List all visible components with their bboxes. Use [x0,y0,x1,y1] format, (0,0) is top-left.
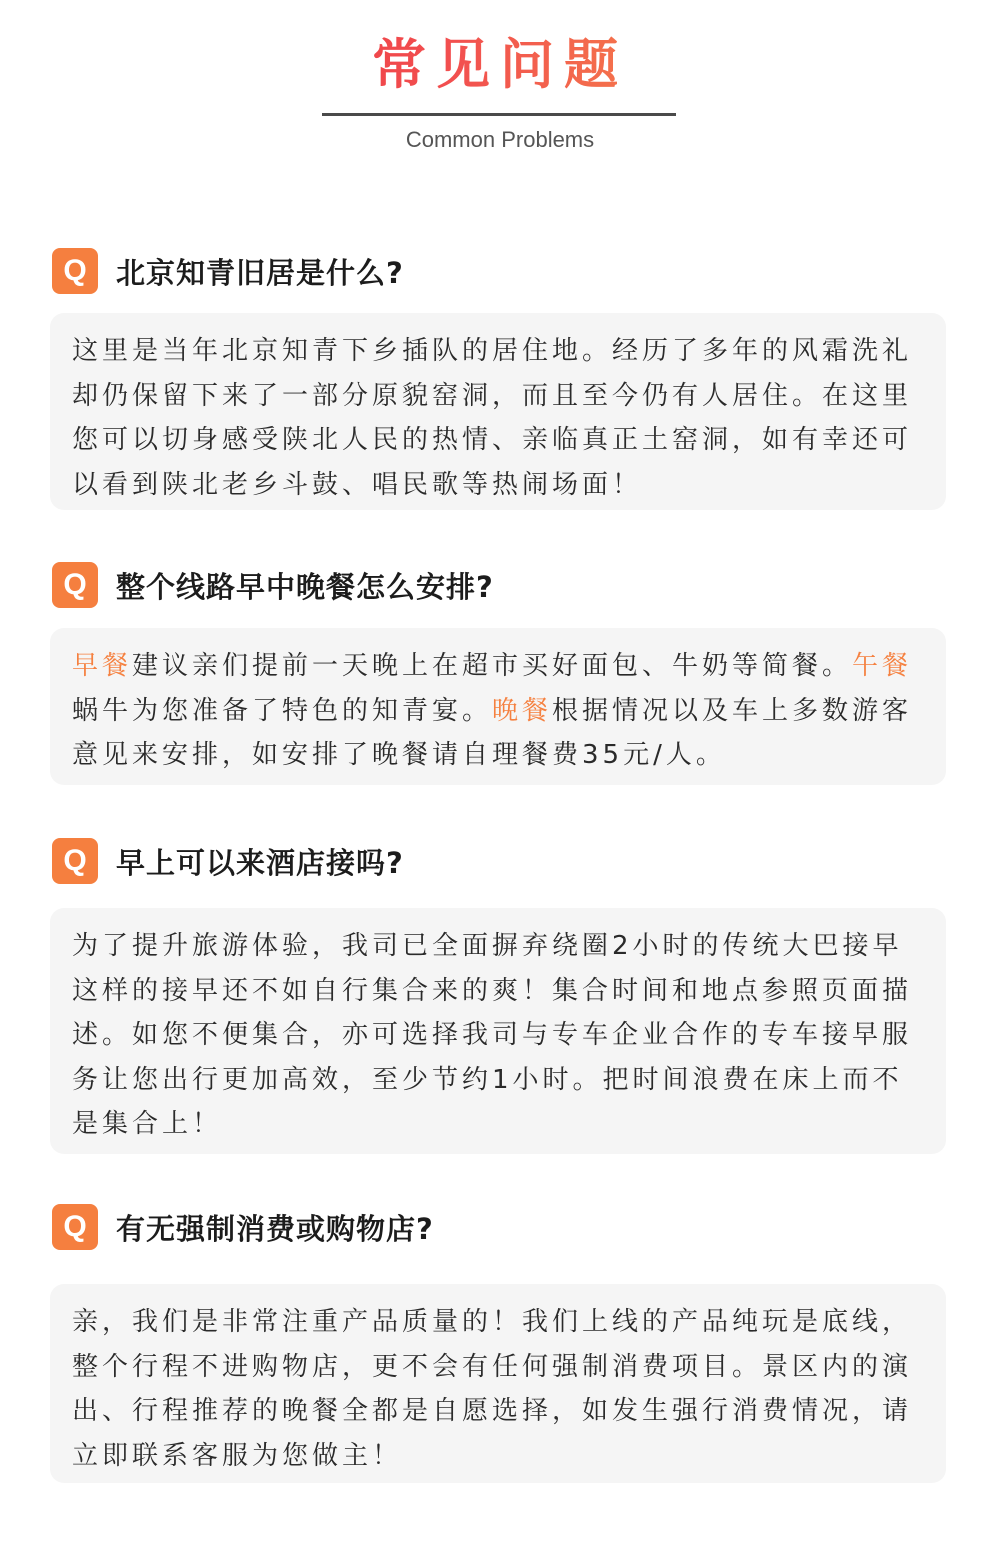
q-badge-letter: Q [63,254,87,287]
faq-answer-3 [50,908,946,1154]
faq-question-3 [52,837,404,885]
faq-question-2 [52,561,494,609]
q-badge-icon [52,248,98,294]
answer-line [72,644,924,689]
page-title: 常见问题 [0,30,1000,100]
q-badge-icon [52,838,98,884]
answer-line [72,689,924,734]
page-header [0,0,1000,170]
question-text: 整个线路早中晚餐怎么安排? [116,569,494,604]
dinner-label: 晚餐 [492,695,553,726]
q-badge-letter: Q [63,1210,87,1243]
answer-line: 是集合上！ [72,1109,223,1139]
answer-line: 务让您出行更加高效，至少节约1小时。把时间浪费在床上而不 [72,1064,903,1095]
q-badge-icon [52,1204,98,1250]
answer-line: 意见来安排，如安排了晚餐请自理餐费35元/人。 [72,740,726,770]
lunch-text: 蜗牛为您准备了特色的知青宴。 [72,695,493,726]
faq-question-4 [52,1203,434,1251]
answer-line: 您可以切身感受陕北人民的热情、亲临真正土窑洞，如有幸还可 [72,425,913,455]
q-badge-letter: Q [63,844,87,877]
q-badge-icon [52,562,98,608]
title-divider [322,113,676,116]
dinner-text: 根据情况以及车上多数游客 [552,695,913,726]
page-subtitle: Common Problems [405,127,595,152]
answer-line: 述。如您不便集合，亦可选择我司与专车企业合作的专车接早服 [72,1020,913,1050]
answer-line: 这里是当年北京知青下乡插队的居住地。经历了多年的风霜洗礼 [72,336,913,366]
breakfast-label: 早餐 [72,651,133,681]
faq-question-1 [52,247,404,295]
breakfast-text: 建议亲们提前一天晚上在超市买好面包、牛奶等简餐。 [132,651,853,681]
question-text: 早上可以来酒店接吗? [116,845,404,880]
answer-line: 这样的接早还不如自行集合来的爽！集合时间和地点参照页面描 [72,975,913,1006]
answer-line: 却仍保留下来了一部分原貌窑洞，而且至今仍有人居住。在这里 [72,380,913,411]
question-text: 有无强制消费或购物店? [116,1211,434,1246]
answer-line: 整个行程不进购物店，更不会有任何强制消费项目。景区内的演 [72,1351,913,1382]
answer-line: 立即联系客服为您做主！ [72,1440,403,1471]
answer-line: 出、行程推荐的晚餐全都是自愿选择，如发生强行消费情况，请 [72,1396,913,1426]
answer-line: 为了提升旅游体验，我司已全面摒弃绕圈2小时的传统大巴接早 [72,931,903,961]
faq-answer-4 [50,1284,946,1483]
q-badge-letter: Q [63,568,87,601]
question-text: 北京知青旧居是什么? [116,255,404,290]
answer-line: 亲，我们是非常注重产品质量的！我们上线的产品纯玩是底线， [72,1307,913,1337]
faq-answer-2 [50,628,946,785]
faq-answer-1 [50,313,946,510]
answer-line: 以看到陕北老乡斗鼓、唱民歌等热闹场面！ [72,469,643,500]
lunch-label: 午餐 [852,651,913,681]
